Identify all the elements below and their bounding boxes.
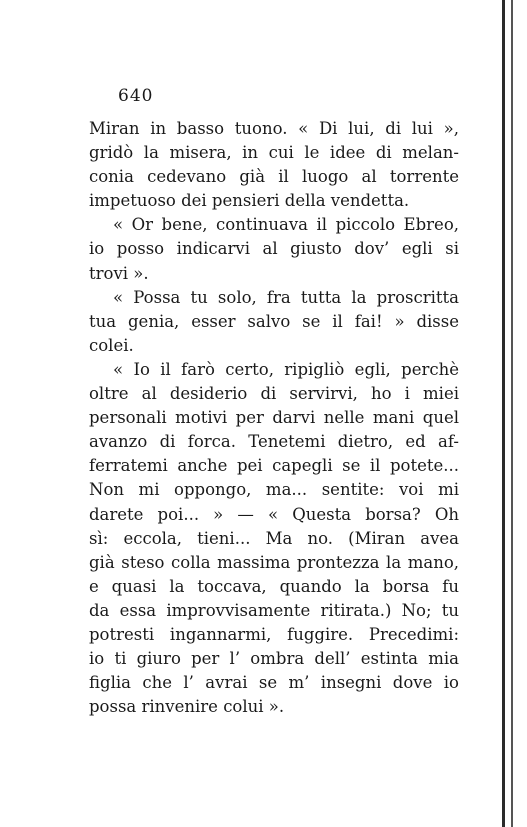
text-line: oltre al desiderio di servirvi, ho i miei bbox=[89, 384, 459, 404]
text-line: Miran in basso tuono. « Di lui, di lui », bbox=[89, 119, 459, 138]
text-line: colei. bbox=[89, 335, 134, 355]
text-line: figlia che l’ avrai se m’ insegni dove io bbox=[89, 673, 459, 693]
text-line: personali motivi per darvi nelle mani quel bbox=[89, 408, 459, 428]
text-line: da essa improvvisamente ritirata.) No; tu bbox=[89, 600, 459, 620]
text-line: possa rinvenire colui ». bbox=[89, 697, 285, 717]
text-line: trovi ». bbox=[89, 263, 149, 283]
text-line: già steso colla massima prontezza la mano, bbox=[89, 552, 459, 572]
text-line: darete poi... » — « Questa borsa? Oh bbox=[89, 504, 459, 524]
text-line: « Io il farò certo, ripigliò egli, perchè bbox=[113, 359, 459, 379]
text-line: avanzo di forca. Tenetemi dietro, ed af- bbox=[89, 432, 459, 452]
text-line: gridò la misera, in cui le idee di melan- bbox=[89, 143, 459, 163]
page-edge-outer bbox=[511, 0, 513, 827]
text-line: impetuoso dei pensieri della vendetta. bbox=[89, 191, 410, 211]
body-text bbox=[89, 117, 459, 719]
page-edge bbox=[502, 0, 505, 827]
text-line: Non mi oppongo, ma... sentite: voi mi bbox=[89, 480, 459, 500]
text-line: io ti giuro per l’ ombra dell’ estinta mia bbox=[89, 649, 459, 669]
text-line: tua genia, esser salvo se il fai! » disse bbox=[89, 311, 459, 331]
text-line: io posso indicarvi al giusto dov’ egli si bbox=[89, 239, 459, 259]
text-line: potresti ingannarmi, fuggire. Precedimi: bbox=[89, 624, 459, 644]
text-line: ferratemi anche pei capegli se il potete... bbox=[89, 456, 459, 476]
text-line: « Possa tu solo, fra tutta la proscritta bbox=[113, 287, 459, 307]
text-line: sì: eccola, tieni... Ma no. (Miran avea bbox=[89, 528, 459, 548]
page-number: 640 bbox=[118, 86, 154, 106]
text-line: « Or bene, continuava il piccolo Ebreo, bbox=[113, 215, 459, 235]
text-line: e quasi la toccava, quando la borsa fu bbox=[89, 576, 459, 596]
text-line: conia cedevano già il luogo al torrente bbox=[89, 167, 459, 187]
